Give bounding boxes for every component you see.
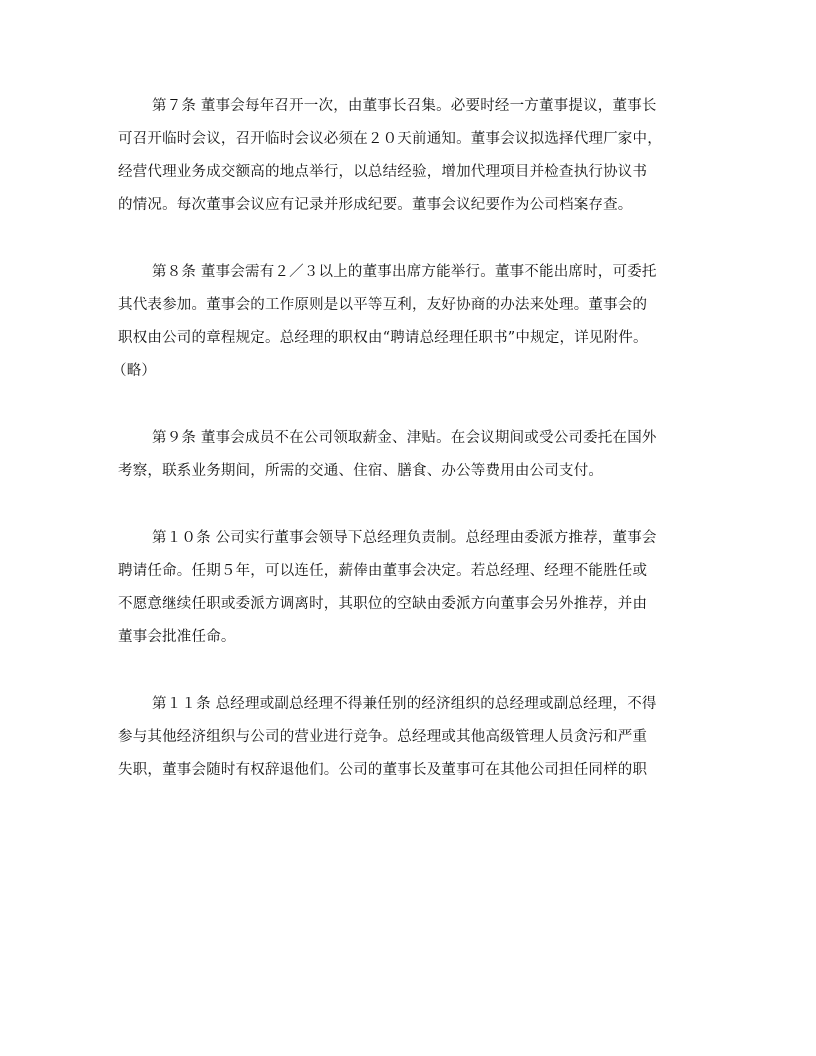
article-7-line-4: 的情况。每次董事会议应有记录并形成纪要。董事会议纪要作为公司档案存查。: [118, 197, 633, 213]
article-8-line-1: 第８条 董事会需有２／３以上的董事出席方能举行。董事不能出席时，可委托: [152, 264, 657, 280]
article-10: [118, 522, 714, 654]
article-7-line-3: 经营代理业务成交额高的地点举行，以总结经验，增加代理项目并检查执行协议书: [118, 164, 648, 180]
article-11-line-3: 失职，董事会随时有权辞退他们。公司的董事长及董事可在其他公司担任同样的职: [118, 762, 648, 778]
article-10-line-2: 聘请任命。任期５年，可以连任，薪俸由董事会决定。若总经理、经理不能胜任或: [118, 563, 648, 579]
article-10-line-3: 不愿意继续任职或委派方调离时，其职位的空缺由委派方向董事会另外推荐，并由: [118, 596, 648, 612]
article-8-line-3: 职权由公司的章程规定。总经理的职权由“聘请总经理任职书”中规定，详见附件。: [118, 330, 648, 346]
article-11: [118, 688, 714, 787]
document-page: [112, 90, 714, 787]
article-11-line-2: 参与其他经济组织与公司的营业进行竞争。总经理或其他高级管理人员贪污和严重: [118, 729, 648, 745]
article-11-line-1: 第１１条 总经理或副总经理不得兼任别的经济组织的总经理或副总经理，不得: [152, 696, 657, 712]
article-9: [118, 422, 714, 488]
article-8: [112, 256, 714, 388]
article-10-line-1: 第１０条 公司实行董事会领导下总经理负责制。总经理由委派方推荐，董事会: [152, 530, 657, 546]
article-9-line-1: 第９条 董事会成员不在公司领取薪金、津贴。在会议期间或受公司委托在国外: [152, 430, 657, 446]
article-8-line-4: （略）: [112, 363, 157, 379]
article-8-line-2: 其代表参加。董事会的工作原则是以平等互利，友好协商的办法来处理。董事会的: [118, 297, 648, 313]
article-9-line-2: 考察，联系业务期间，所需的交通、住宿、膳食、办公等费用由公司支付。: [118, 463, 604, 479]
article-10-line-4: 董事会批准任命。: [118, 629, 236, 645]
article-7-line-1: 第７条 董事会每年召开一次，由董事长召集。必要时经一方董事提议，董事长: [152, 98, 657, 114]
article-7: [118, 90, 714, 222]
article-7-line-2: 可召开临时会议，召开临时会议必须在２０天前通知。董事会议拟选择代理厂家中，: [118, 131, 662, 147]
